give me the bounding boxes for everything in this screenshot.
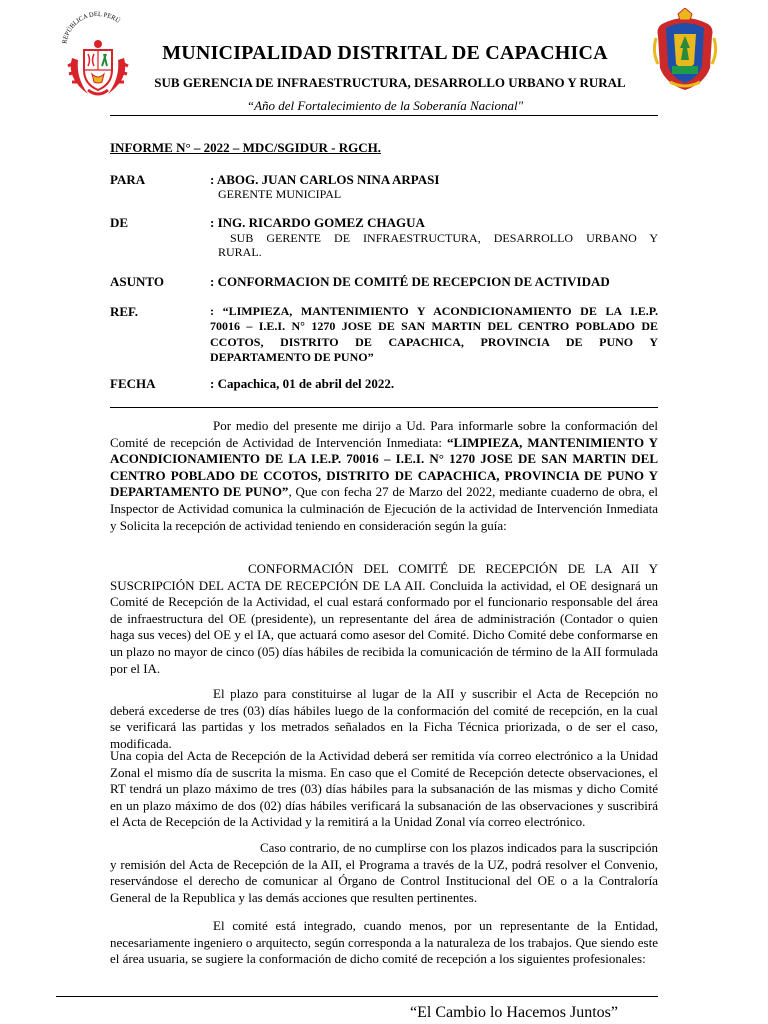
municipal-crest-logo: [652, 8, 718, 92]
ref-value-line1: : “LIMPIEZA, MANTENIMIENTO Y ACONDICIONAMIENTO DE LA I.E.P.: [210, 304, 658, 318]
para-role: GERENTE MUNICIPAL: [218, 187, 342, 201]
paragraph-deadline: El plazo para constituirse al lugar de la AII y suscribir el Acta de Recepción no deberá excederse de tres (03) días hábiles luego de la conformación del comité de recepción, en la cual se verificará las partidas y los metrados señalados en la Ficha Técnica priorizada, o de ser el caso, modificada.: [110, 686, 658, 751]
ref-label: REF.: [110, 304, 139, 319]
asunto-value: : CONFORMACION DE COMITÉ DE RECEPCION DE ACTIVIDAD: [210, 274, 610, 289]
asunto-label: ASUNTO: [110, 274, 164, 289]
fecha-value: : Capachica, 01 de abril del 2022.: [210, 376, 395, 391]
paragraph-committee: CONFORMACIÓN DEL COMITÉ DE RECEPCIÓN DE LA AII Y SUSCRIPCIÓN DEL ACTA DE RECEPCIÓN DE LA AII. Concluida la actividad, el OE designará un Comité de Recepción de la Actividad, el cual estará conformado por el funcionario responsable del área de infraestructura del OE (presidente), un representante del área de administración (Contador o quien haga sus veces) del OE y el IA, que actuará como asesor del Comité. Dicho Comité debe conformarse en un plazo no mayor de cinco (05) días hábiles de recibida la comunicación de término de la AII formulada por el IA.: [110, 561, 658, 676]
year-motto: “Año del Fortalecimiento de la Soberanía Nacional": [246, 98, 524, 113]
paragraph-intro: [110, 418, 658, 534]
ref-value-rest: 70016 – I.E.I. N° 1270 JOSE DE SAN MARTIN DEL CENTRO POBLADO DE CCOTOS, DISTRITO DE CAPACHICA, PROVINCIA DE PUNO Y DEPARTAMENTO DE PUNO”: [210, 319, 658, 364]
para-label: PARA: [110, 172, 146, 187]
paragraph-intro-project: “LIMPIEZA, MANTENIMIENTO Y ACONDICIONAMIENTO DE LA I.E.P. 70016 – I.E.I. N° 1270 JOSE DE SAN MARTIN DEL CENTRO POBLADO DE CCOTOS, DISTRITO DE CAPACHICA, PROVINCIA DE PUNO Y DEPARTAMENTO DE PUNO”: [110, 434, 658, 500]
paragraph-contrary: Caso contrario, de no cumplirse con los plazos indicados para la suscripción y remisión del Acta de Recepción de la AII, el Programa a través de la UZ, podrá resolver el Convenio, reservándose el derecho de comunicar al Órgano de Control Institucional del OE o a la Contraloría General de la Republica y las demás acciones que resulten pertinentes.: [110, 840, 658, 905]
de-role-line1: SUB GERENTE DE INFRAESTRUCTURA, DESARROLLO URBANO Y: [230, 231, 658, 245]
header-divider: [110, 115, 658, 116]
paragraph-copy: Una copia del Acta de Recepción de la Actividad deberá ser remitida vía correo electrónico a la Unidad Zonal el mismo día de suscrita la misma. En caso que el Comité de Recepción detecte observaciones, el RT tendrá un plazo máximo de tres (03) días hábiles para la subsanación de las mismas y dicho Comité en un plazo máximo de dos (02) días hábiles verificará la subsanación de las observaciones y suscribirá el Acta de Recepción de la Actividad y la remitirá a la Unidad Zonal vía correo electrónico.: [110, 748, 658, 830]
para-value: : ABOG. JUAN CARLOS NINA ARPASI: [210, 172, 440, 187]
de-role-line2: RURAL.: [218, 245, 262, 259]
department-subtitle: SUB GERENCIA DE INFRAESTRUCTURA, DESARROLLO URBANO Y RURAL: [154, 75, 626, 90]
fields-divider: [110, 407, 658, 408]
informe-number: INFORME N° – 2022 – MDC/SGIDUR - RGCH.: [110, 140, 381, 155]
paragraph-intro-text-2: , Que con fecha 27 de Marzo del 2022, mediante cuaderno de obra, el Inspector de Actividad comunica la culminación de Ejecución de la actividad de Intervención Inmediata y Solicita la recepción de actividad teniendo en consideración según la guía:: [110, 484, 659, 533]
de-label: DE: [110, 215, 129, 230]
svg-text:REPÚBLICA DEL PERÚ: REPÚBLICA DEL PERÚ: [61, 10, 122, 45]
footer-slogan: “El Cambio lo Hacemos Juntos”: [410, 1004, 618, 1021]
de-value: : ING. RICARDO GOMEZ CHAGUA: [210, 215, 425, 230]
paragraph-integration: El comité está integrado, cuando menos, por un representante de la Entidad, necesariamente ingeniero o arquitecto, según corresponda a la naturaleza de los trabajos. Que siendo este el área usuaria, se sugiere la conformación de dicho comité de recepción a los siguientes profesionales:: [110, 918, 658, 967]
fecha-label: FECHA: [110, 376, 156, 391]
municipality-title: MUNICIPALIDAD DISTRITAL DE CAPACHICA: [162, 42, 608, 64]
paragraph-intro-text: Por medio del presente me dirijo a Ud. Para informarle sobre la conformación del Comité de recepción de Actividad de Intervención Inmediata:: [110, 418, 658, 450]
footer-divider: [56, 996, 658, 997]
